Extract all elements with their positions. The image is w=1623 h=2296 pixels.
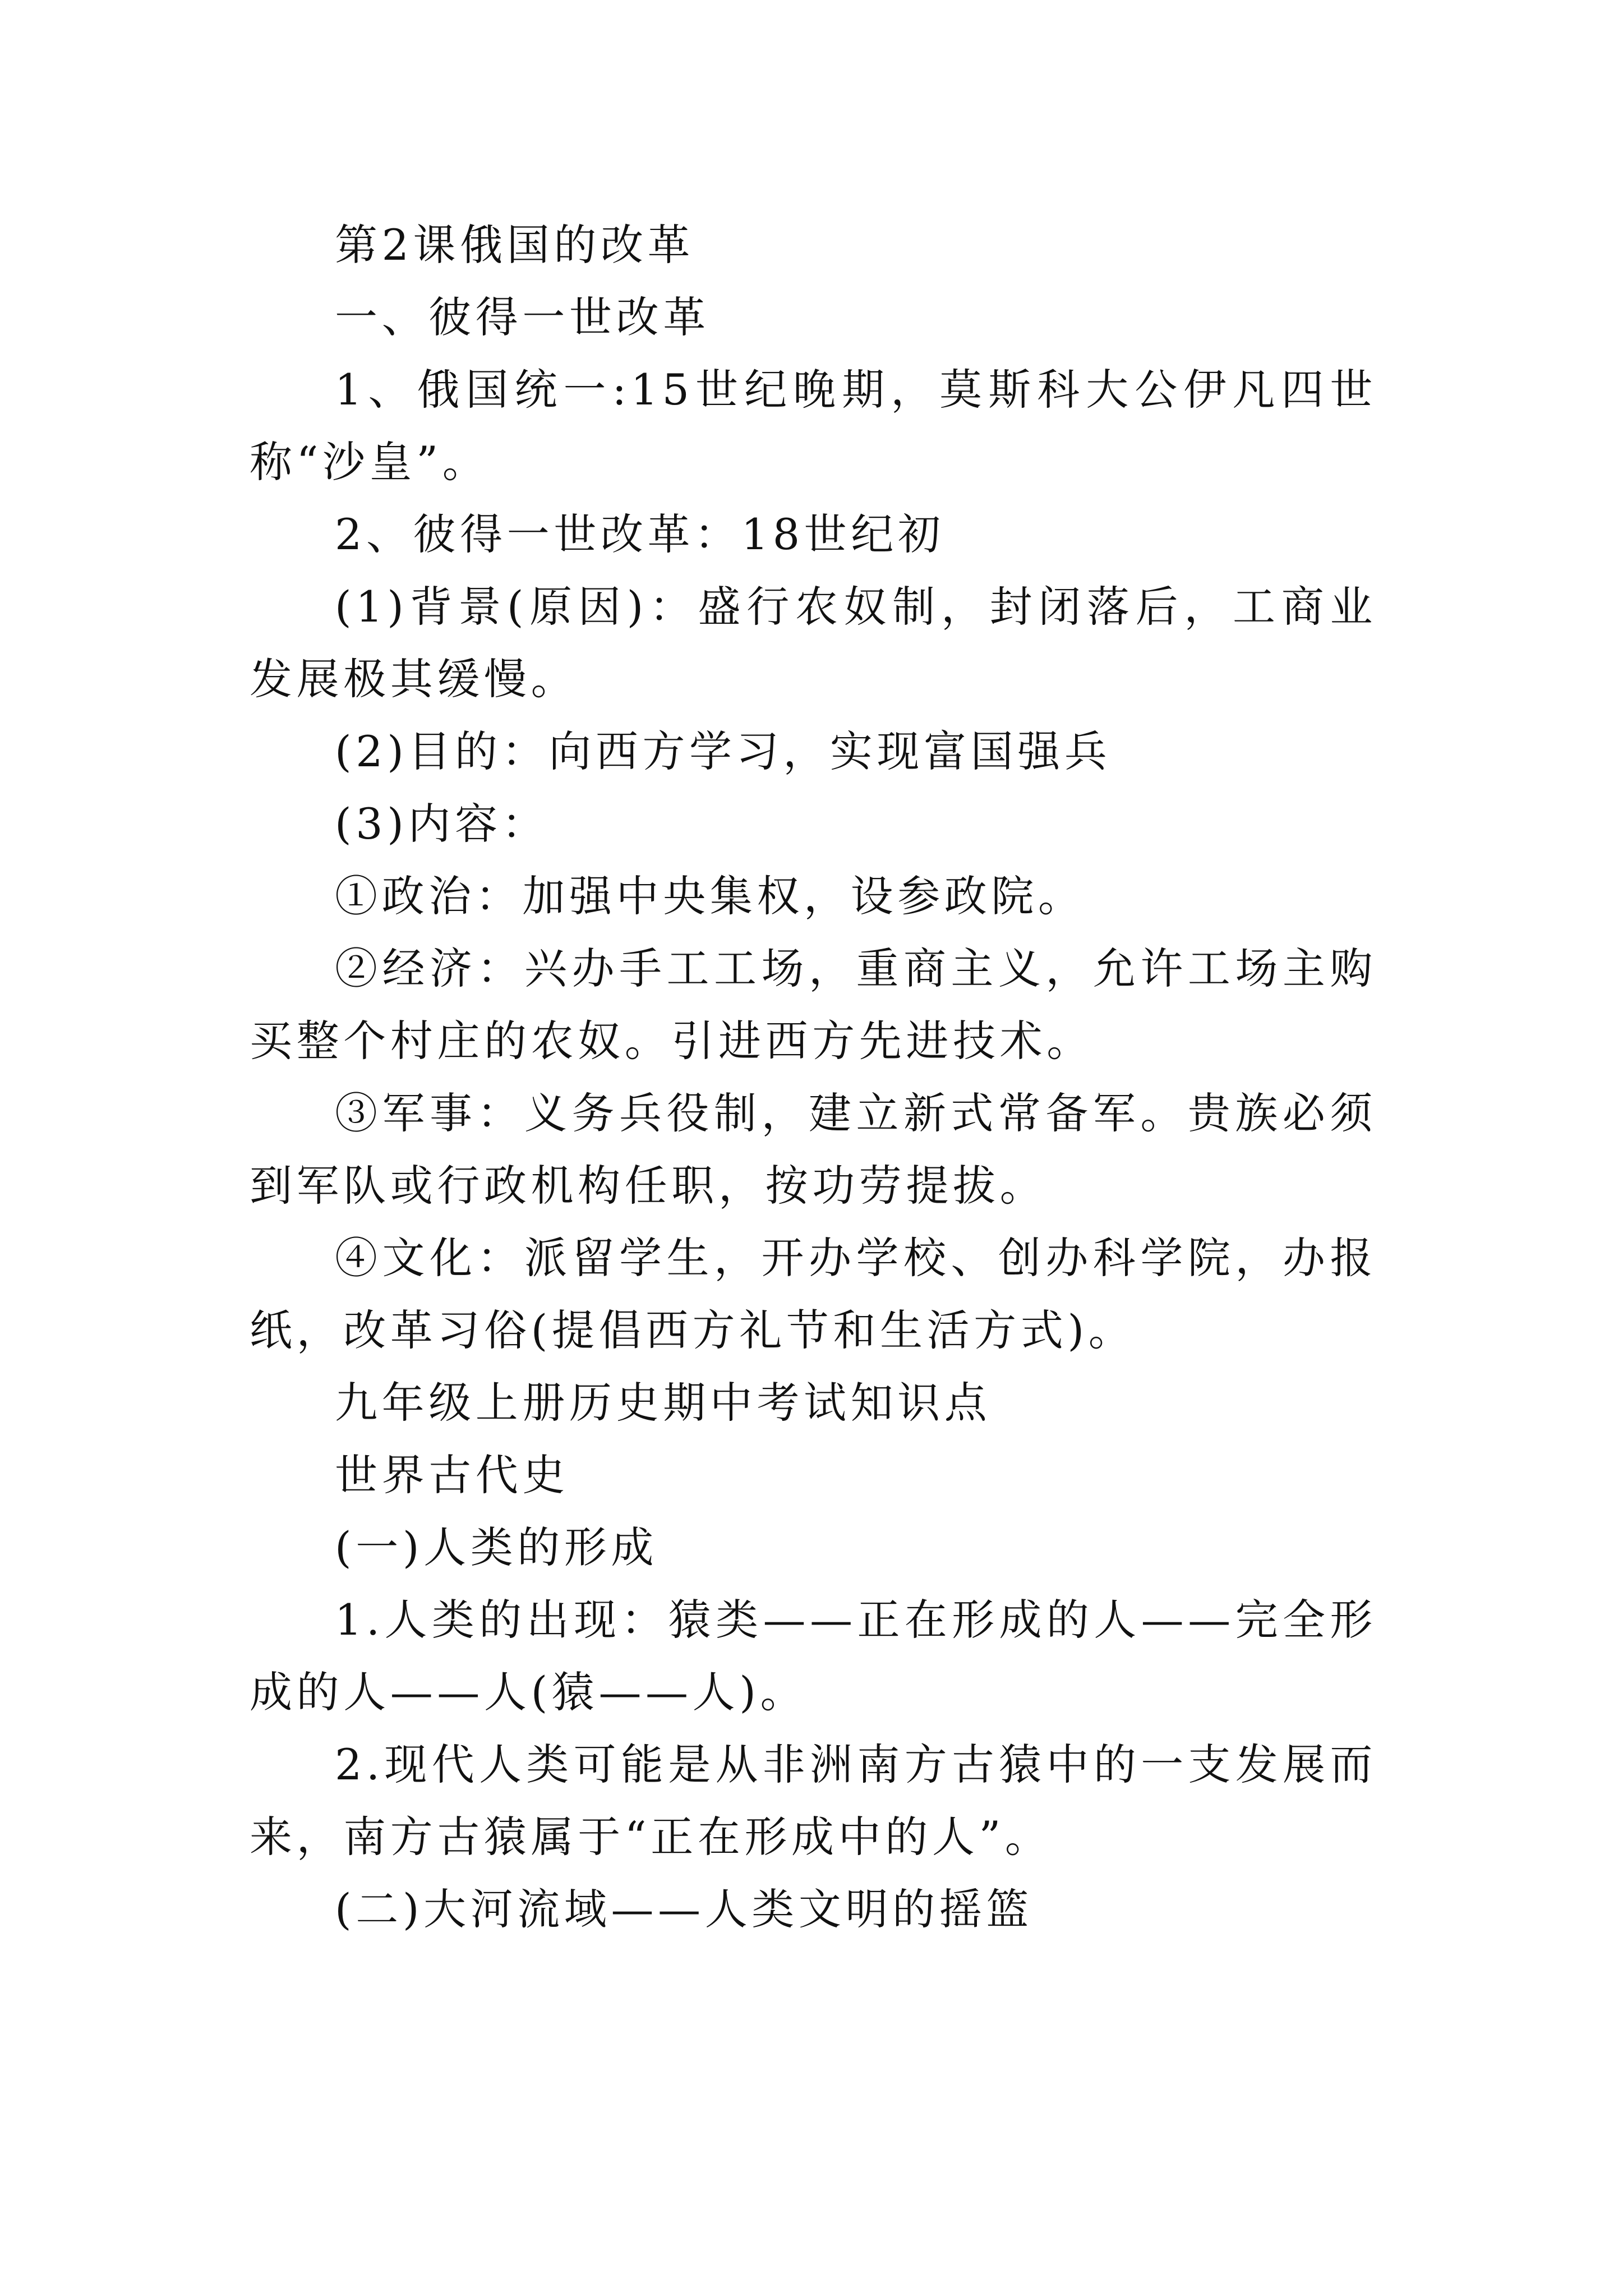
paragraph-background: (1)背景(原因)：盛行农奴制，封闭落后，工商业发展极其缓慢。	[250, 582, 1377, 704]
paragraph-content-heading: (3)内容：	[335, 799, 549, 849]
section-heading-peter-reform: 一、彼得一世改革	[335, 292, 710, 342]
lesson-title: 第2课俄国的改革	[335, 220, 695, 270]
heading-exam-knowledge: 九年级上册历史期中考试知识点	[335, 1378, 992, 1428]
paragraph-economy: ②经济：兴办手工工场，重商主义，允许工场主购买整个村庄的农奴。引进西方先进技术。	[250, 944, 1377, 1066]
paragraph-politics: ①政治：加强中央集权，设参政院。	[335, 871, 1085, 921]
paragraph-culture: ④文化：派留学生，开办学校、创办科学院，办报纸，改革习俗(提倡西方礼节和生活方式)。	[250, 1233, 1377, 1355]
paragraph-purpose: (2)目的：向西方学习，实现富国强兵	[335, 726, 1112, 776]
heading-river-civilization: (二)大河流域——人类文明的摇篮	[335, 1884, 1033, 1934]
paragraph-peter-reform-time: 2、彼得一世改革：18世纪初	[335, 509, 945, 559]
paragraph-southern-ape: 2.现代人类可能是从非洲南方古猿中的一支发展而来，南方古猿属于“正在形成中的人”。	[250, 1740, 1377, 1862]
paragraph-military: ③军事：义务兵役制，建立新式常备军。贵族必须到军队或行政机构任职，按功劳提拔。	[250, 1088, 1377, 1211]
paragraph-human-emergence: 1.人类的出现：猿类——正在形成的人——完全形成的人——人(猿——人)。	[250, 1595, 1377, 1717]
heading-ancient-world-history: 世界古代史	[335, 1450, 569, 1500]
document-body	[250, 209, 1377, 1945]
paragraph-russia-unification: 1、俄国统一:15世纪晚期，莫斯科大公伊凡四世称“沙皇”。	[250, 365, 1377, 487]
heading-human-formation: (一)人类的形成	[335, 1522, 658, 1572]
